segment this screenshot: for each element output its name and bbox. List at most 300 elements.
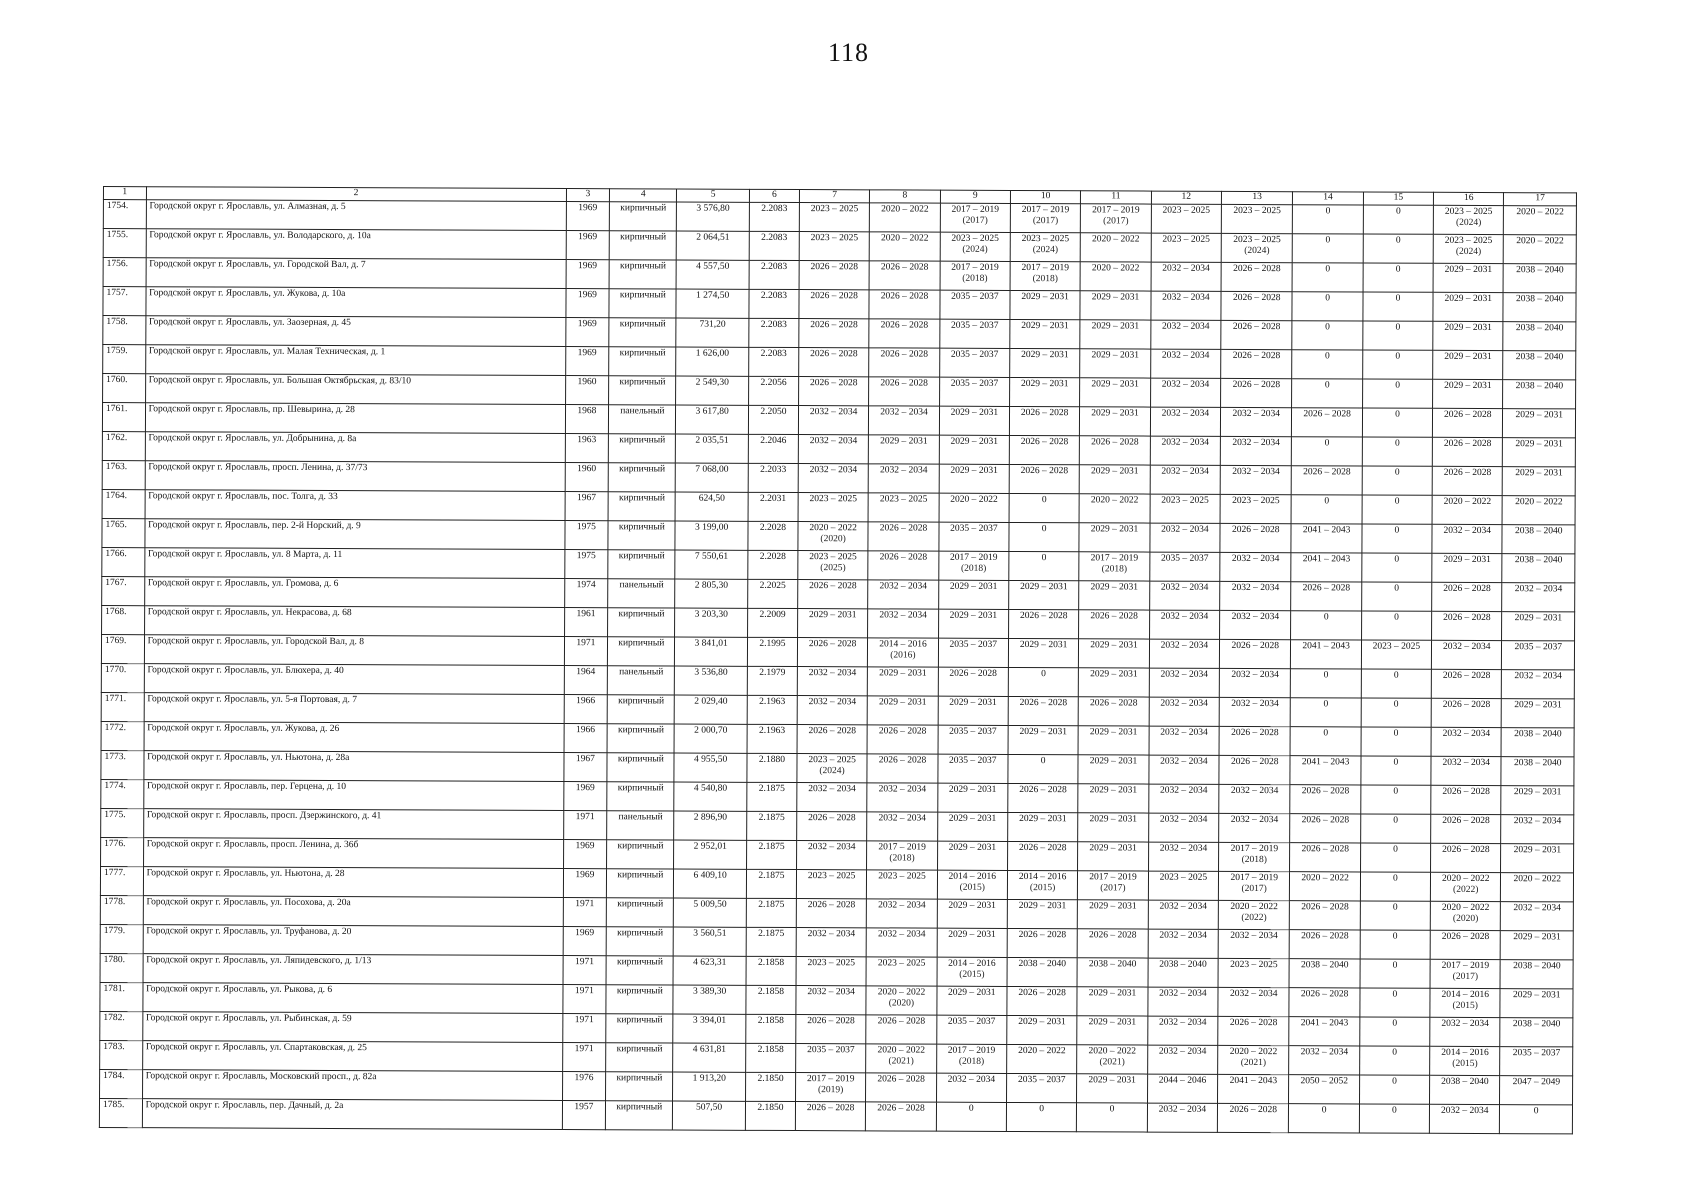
cell-value: 2029 – 2031 [1020,582,1068,593]
cell-value: 2032 – 2034 [1159,785,1208,796]
cell-value: 0 [1393,728,1399,739]
cell-value: кирпичный [616,986,663,997]
cell-value: 2020 – 2022 [1301,873,1349,884]
table-cell [798,522,868,551]
cell-value: панельный [619,667,664,678]
address-cell [143,896,563,927]
table-cell [1432,582,1502,611]
registry-table [99,186,1577,1134]
address-cell [145,461,565,492]
table-cell [673,956,746,985]
table-cell [936,1044,1006,1073]
table-cell [1150,494,1220,523]
cell-value: 2026 – 2028 [1442,815,1490,827]
cell-value: 2026 – 2028 [1442,844,1490,856]
cell-value: кирпичный [619,464,666,475]
table-cell [1148,842,1218,871]
table-cell [1291,669,1361,698]
table-cell [1009,551,1079,580]
table-cell [796,870,866,899]
cell-value: 2029 – 2031 [1089,814,1138,825]
cell-value: 2032 – 2034 [1158,1104,1207,1115]
cell-value: 2.1880 [758,754,785,765]
column-header: 15 [1363,192,1433,205]
cell-value: Городской округ г. Ярославль, ул. Городской Вал, д. 7 [149,259,366,271]
cell-value: 1783. [103,1042,125,1053]
table-cell [1220,610,1292,639]
cell-value: кирпичный [618,638,665,649]
cell-year-note: (2024) [962,244,988,255]
cell-value: 2026 – 2028 [1018,930,1067,941]
cell-value: 0 [1039,1104,1045,1115]
table-cell [1360,930,1430,959]
cell-year-note: (2020) [888,998,915,1009]
cell-value: 2014 – 2016 [1018,872,1067,883]
table-cell [675,695,748,724]
cell-value: 507,50 [696,1102,723,1113]
cell-value: 2026 – 2028 [880,262,929,273]
cell-value: 4 557,50 [696,261,730,272]
address-cell [143,925,563,956]
table-cell [746,1014,796,1043]
table-cell [676,318,749,347]
table-cell [1008,638,1078,667]
table-cell [937,986,1007,1015]
cell-value: 2029 – 2031 [1089,843,1137,854]
table-cell [796,957,866,986]
row-number-cell [102,605,145,634]
cell-value: 3 199,00 [694,522,729,533]
cell-value: 2026 – 2028 [880,349,929,360]
table-cell [562,1014,606,1043]
table-cell [869,319,939,348]
cell-value: панельный [618,812,663,823]
table-cell [563,782,607,811]
cell-value: 2035 – 2037 [1514,642,1562,653]
table-cell [939,464,1009,493]
row-number-cell [101,808,144,837]
table-cell [1147,1016,1217,1045]
table-cell [747,666,797,695]
table-cell [797,754,867,783]
table-cell [563,898,607,927]
cell-value: 1769. [104,636,127,647]
table-cell [1219,697,1291,726]
cell-value: 1971 [574,1044,594,1055]
cell-value: 4 540,80 [693,783,728,794]
table-cell [1432,495,1502,524]
table-cell [1147,1045,1217,1074]
cell-value: 2.1858 [757,1015,784,1026]
table-cell [565,463,609,492]
cell-value: 0 [1393,757,1399,768]
table-cell [1291,524,1361,553]
table-cell [747,608,797,637]
table-cell [798,406,868,435]
cell-value: 2020 – 2022 [1091,263,1140,274]
cell-value: 2038 – 2040 [1515,352,1564,363]
table-cell [938,696,1008,725]
cell-value: 1768. [105,607,127,618]
table-cell [866,1015,936,1044]
cell-value: 1762. [105,433,128,444]
cell-value: 1 913,20 [692,1073,726,1084]
cell-value: 1969 [575,783,595,794]
table-cell [1148,813,1218,842]
cell-value: Городской округ г. Ярославль, ул. Малая Техническая, д. 1 [148,346,386,358]
cell-value: 2026 – 2028 [808,813,856,824]
table-cell [1217,1103,1289,1132]
cell-value: 2038 – 2040 [1512,1019,1561,1030]
table-cell [609,347,676,376]
cell-value: кирпичный [616,1102,663,1113]
table-cell [1359,1104,1429,1133]
cell-value: 2029 – 2031 [1090,524,1139,535]
table-cell [1080,349,1150,378]
cell-value: 2 952,01 [693,841,727,852]
table-cell [1502,554,1575,583]
cell-value: 2032 – 2034 [1160,698,1208,709]
cell-value: Городской округ г. Ярославль, ул. Некрасова, д. 68 [147,607,352,619]
cell-value: 2035 – 2037 [949,726,997,737]
cell-value: Городской округ г. Ярославль, ул. Заозерная, д. 45 [149,317,351,329]
table-cell [1218,987,1290,1016]
table-cell [747,753,797,782]
cell-value: 2029 – 2031 [1515,410,1564,421]
cell-value: 1974 [576,580,596,591]
cell-value: 2026 – 2028 [879,523,928,534]
table-cell [1290,901,1360,930]
table-cell [1220,436,1292,465]
table-cell [606,1014,673,1043]
table-cell [677,202,750,231]
table-cell [1500,1047,1573,1076]
table-cell [1010,261,1080,290]
cell-value: 0 [1392,1018,1398,1029]
address-cell [142,1041,562,1072]
table-cell [1501,902,1574,931]
table-cell [1360,1017,1430,1046]
table-cell [1290,785,1360,814]
table-cell [1007,899,1077,928]
table-cell [1289,1075,1359,1104]
table-cell [799,203,869,232]
cell-value: 0 [1393,844,1398,855]
table-cell [609,289,676,318]
cell-value: 2 029,40 [694,696,728,707]
row-number-cell [101,692,144,721]
cell-value: 1969 [575,841,595,852]
table-cell [1291,582,1361,611]
cell-value: 2032 – 2034 [808,784,856,795]
row-number-cell [100,953,143,982]
table-cell [1219,813,1291,842]
table-cell [1149,755,1219,784]
table-cell [938,609,1008,638]
cell-value: 1 626,00 [695,348,730,359]
table-cell [1504,235,1577,264]
cell-value: Городской округ г. Ярославль, Московский просп., д. 82а [145,1071,377,1083]
cell-value: 0 [1395,206,1401,217]
cell-year-note: (2024) [1244,245,1270,257]
address-cell [146,200,566,231]
cell-value: 2035 – 2037 [1512,1048,1561,1059]
table-body [99,200,1576,1134]
cell-value: 2035 – 2037 [950,349,999,360]
cell-value: Городской округ г. Ярославль, ул. Посохова, д. 20а [146,897,351,909]
table-cell [1147,1103,1217,1132]
table-cell [1221,204,1293,233]
table-cell [1363,321,1433,350]
table-cell [1430,930,1500,959]
cell-value: 2029 – 2031 [1090,466,1139,477]
table-cell [1432,437,1502,466]
table-cell [1361,640,1431,669]
cell-value: 2029 – 2031 [1021,350,1069,361]
table-cell [1431,785,1501,814]
table-cell [866,1044,936,1073]
cell-value: 2038 – 2040 [1515,323,1564,334]
table-row [99,1098,1572,1133]
row-number-cell [100,1069,143,1098]
cell-value: 2032 – 2034 [1300,1047,1349,1058]
cell-value: 2032 – 2034 [1231,582,1280,594]
table-cell [938,551,1008,580]
table-cell [675,608,748,637]
cell-value: 2035 – 2037 [949,755,997,766]
cell-year-note: (2018) [962,273,988,284]
table-cell [608,666,675,695]
address-cell [142,1012,562,1043]
table-cell [866,1102,936,1131]
table-cell [676,376,749,405]
cell-value: 1760. [106,375,128,386]
cell-value: 2023 – 2025 [810,233,859,244]
row-number-cell [100,895,143,924]
table-cell [1292,321,1362,350]
table-cell [1504,206,1577,235]
cell-value: 1969 [578,261,598,272]
row-number-cell [102,403,145,432]
table-cell [1502,670,1575,699]
cell-value: 2029 – 2031 [1090,669,1138,680]
table-cell [1430,988,1500,1017]
cell-value: 2014 – 2016 [1441,989,1490,1001]
cell-year-note: (2021) [888,1056,914,1067]
cell-value: 2029 – 2031 [1513,932,1561,943]
cell-value: 2032 – 2034 [1513,816,1562,827]
cell-value: 1755. [106,230,129,241]
cell-year-note: (2021) [1099,1057,1125,1068]
column-header: 1 [103,187,146,200]
cell-value: 2026 – 2028 [1232,321,1281,333]
table-cell [1151,204,1221,233]
table-cell [1078,900,1148,929]
table-cell [1362,379,1432,408]
table-cell [866,957,936,986]
table-cell [868,493,938,522]
table-cell [1080,320,1150,349]
cell-value: 2.2028 [759,551,786,562]
cell-year-note: (2020) [1452,913,1479,925]
cell-value: 2029 – 2031 [880,436,928,447]
row-number-cell [101,779,144,808]
cell-value: 2 035,51 [695,435,729,446]
table-cell [607,695,674,724]
row-number-cell [101,721,144,750]
cell-value: 1765. [105,520,127,531]
cell-value: кирпичный [618,696,665,707]
row-number-cell [100,982,143,1011]
table-cell [562,1043,606,1072]
cell-value: Городской округ г. Ярославль, ул. Добрынина, д. 8а [148,433,357,445]
cell-value: Городской округ г. Ярославль, пер. Дачный, д. 2а [145,1100,344,1112]
table-cell [1501,815,1574,844]
address-cell [144,664,564,695]
cell-value: кирпичный [617,783,664,794]
table-cell [565,318,609,347]
cell-value: 2026 – 2028 [1231,727,1279,739]
cell-value: 2026 – 2028 [808,726,857,737]
cell-value: Городской округ г. Ярославль, ул. Блюхера, д. 40 [147,665,344,677]
cell-value: 2032 – 2034 [1160,727,1208,738]
table-cell [940,232,1010,261]
cell-value: 2.2083 [760,290,788,301]
cell-value: 2.2083 [761,232,788,243]
table-cell [609,231,676,260]
cell-year-note: (2018) [1241,854,1267,866]
table-cell [1501,728,1574,757]
cell-value: 2032 – 2034 [1161,350,1210,361]
cell-value: 2023 – 2025 [807,958,856,969]
table-cell [676,347,749,376]
cell-value: 2029 – 2031 [1091,408,1139,419]
table-cell [1220,552,1292,581]
cell-value: Городской округ г. Ярославль, пр. Шевырина, д. 28 [148,404,355,416]
cell-value: 0 [1324,496,1330,507]
table-cell [798,551,868,580]
table-cell [1149,668,1219,697]
cell-year-note: (2015) [1452,1058,1478,1070]
row-number-cell [102,576,145,605]
table-cell [676,463,749,492]
cell-value: 1785. [102,1100,125,1111]
table-cell [1078,697,1148,726]
column-header: 17 [1504,193,1577,206]
table-cell [675,637,748,666]
table-cell [1218,900,1290,929]
table-cell [746,956,796,985]
table-cell [1010,203,1080,232]
table-cell [1362,524,1432,553]
cell-value: 2.1963 [759,696,786,707]
table-cell [1289,959,1359,988]
row-number-cell [103,287,146,316]
table-cell [609,376,676,405]
table-cell [1362,495,1432,524]
cell-value: 2029 – 2031 [950,436,998,447]
cell-value: 0 [1393,786,1399,797]
cell-value: 1766. [105,549,127,560]
cell-value: 1767. [105,578,127,589]
cell-value: 1780. [103,955,126,966]
table-cell [674,811,747,840]
cell-value: 2032 – 2034 [1161,321,1210,332]
cell-value: 2017 – 2019 [1021,205,1070,216]
cell-value: 2014 – 2016 [1441,1047,1489,1059]
cell-value: 2020 – 2022 [1092,234,1140,245]
table-cell [746,985,796,1014]
table-cell [866,928,936,957]
cell-value: 1969 [577,290,597,301]
table-cell [797,696,867,725]
cell-value: 2026 – 2028 [1301,844,1349,855]
table-cell [798,464,868,493]
table-cell [796,1044,866,1073]
cell-value: 2017 – 2019 [949,552,998,563]
cell-value: 1782. [103,1013,125,1024]
cell-value: 2014 – 2016 [879,639,927,650]
cell-value: 624,50 [698,493,725,504]
table-cell [674,724,747,753]
cell-value: Городской округ г. Ярославль, пер. 2-й Норский, д. 9 [148,520,361,532]
cell-value: 0 [1392,1047,1398,1058]
cell-value: 2023 – 2025 [878,871,926,882]
table-cell [937,899,1007,928]
cell-value: 2032 – 2034 [879,610,927,621]
table-cell [1291,640,1361,669]
cell-value: 2032 – 2034 [1232,466,1280,478]
cell-value: 1754. [106,201,129,212]
cell-value: 2023 – 2025 [1444,206,1493,218]
cell-value: 2047 – 2049 [1512,1077,1561,1088]
cell-value: 2032 – 2034 [879,581,928,592]
table-cell [1292,263,1362,292]
cell-value: 1960 [577,377,597,388]
cell-value: 2026 – 2028 [1443,612,1491,624]
cell-value: кирпичный [619,290,666,301]
table-cell [1010,290,1080,319]
table-cell [1218,929,1290,958]
table-cell [938,580,1008,609]
table-cell [748,376,798,405]
row-number-cell [100,1011,143,1040]
cell-value: 0 [1395,380,1400,391]
cell-value: 2038 – 2040 [1514,526,1563,537]
cell-value: 2038 – 2040 [1514,729,1562,740]
table-cell [606,1072,673,1101]
table-cell [1292,437,1362,466]
cell-value: 2029 – 2031 [1089,785,1138,796]
table-cell [745,1043,795,1072]
table-cell [1077,1045,1147,1074]
cell-value: 2017 – 2019 [878,842,926,853]
table-cell [1503,438,1576,467]
cell-value: 1774. [104,781,126,792]
table-cell [1079,552,1149,581]
table-cell [1430,901,1500,930]
table-cell [1009,435,1079,464]
table-cell [867,812,937,841]
address-cell [145,316,565,347]
cell-year-note: (2018) [1032,274,1058,285]
table-cell [748,492,798,521]
table-cell [1008,667,1078,696]
cell-value: 2026 – 2028 [1442,670,1491,682]
cell-value: 1758. [106,317,128,328]
table-cell [749,202,799,231]
cell-value: 2.2083 [760,319,787,330]
